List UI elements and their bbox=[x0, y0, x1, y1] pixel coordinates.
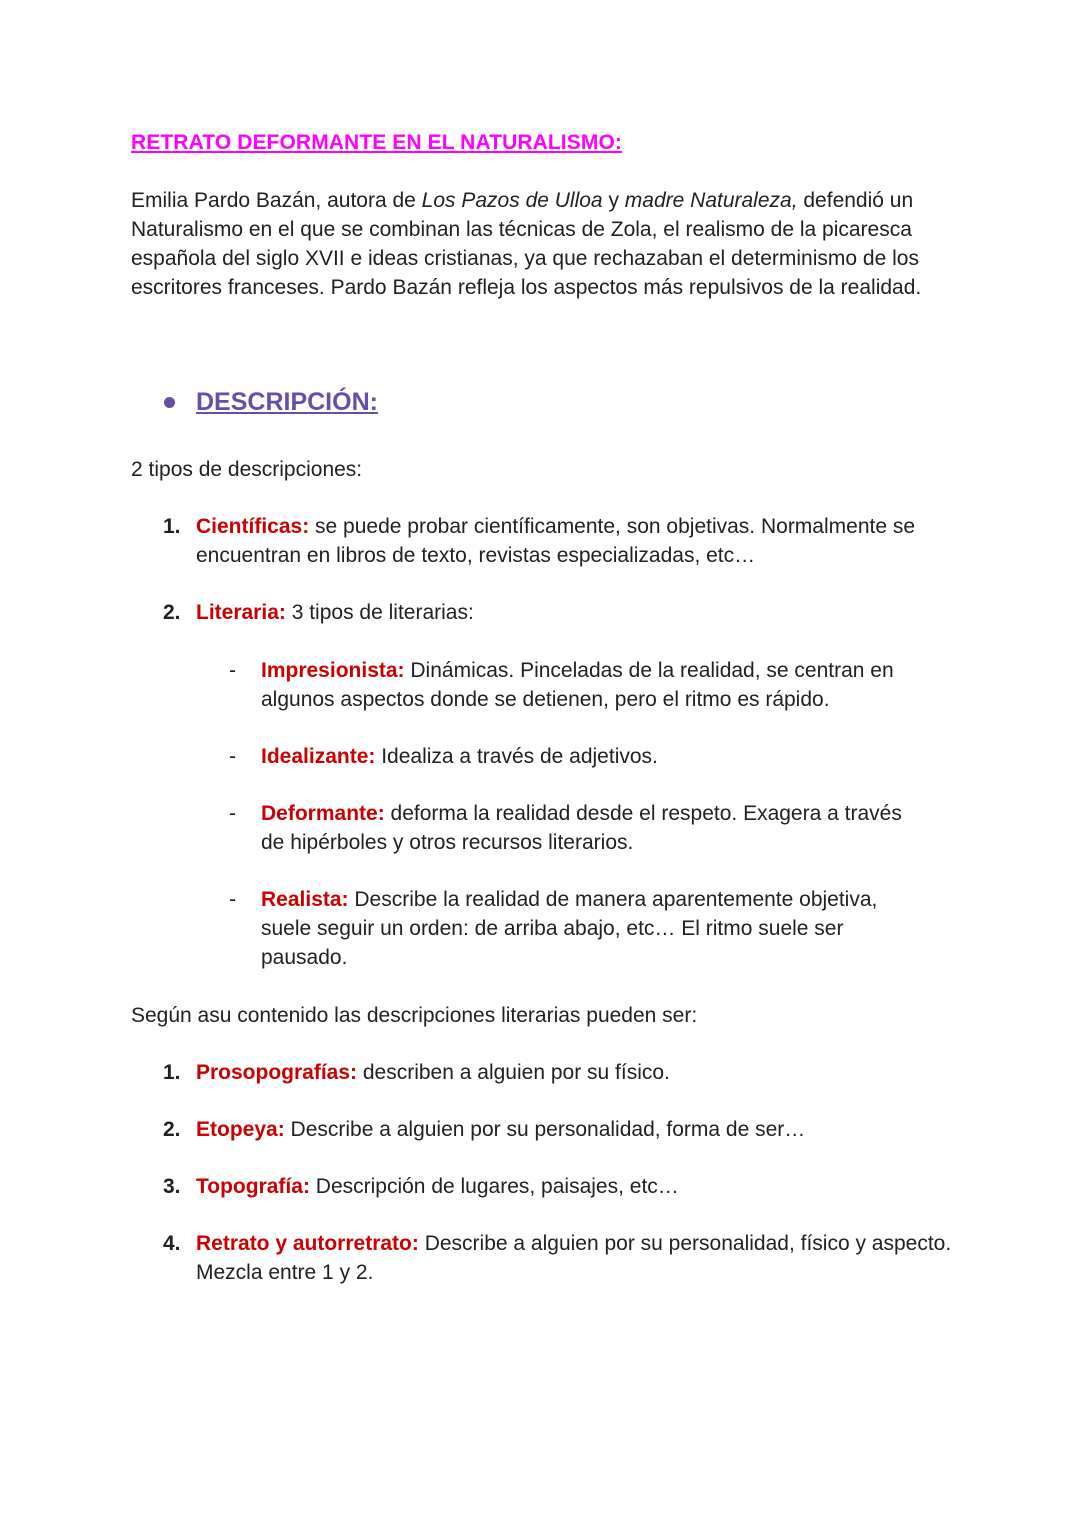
definition: 3 tipos de literarias: bbox=[285, 601, 474, 624]
sub-item-text bbox=[261, 799, 929, 857]
term: Literaria: bbox=[196, 601, 286, 624]
definition: Describe la realidad de manera aparentemente objetiva, suele seguir un orden: de arriba abajo, etc… El ritmo suele ser pausado. bbox=[261, 888, 878, 969]
intro-paragraph bbox=[131, 186, 961, 302]
description-types-list bbox=[163, 512, 963, 655]
term: Impresionista: bbox=[261, 659, 405, 682]
definition: Idealiza a través de adjetivos. bbox=[375, 745, 658, 768]
list-item bbox=[163, 1229, 963, 1287]
literary-types-list bbox=[229, 656, 929, 1000]
list-item-text bbox=[196, 598, 963, 627]
definition: Descripción de lugares, paisajes, etc… bbox=[309, 1175, 679, 1198]
list-number: 3. bbox=[163, 1175, 181, 1198]
content-intro: Según asu contenido las descripciones literarias pueden ser: bbox=[131, 1004, 698, 1027]
sub-item-text bbox=[261, 742, 929, 771]
definition: Describe a alguien por su personalidad, forma de ser… bbox=[284, 1118, 806, 1141]
definition: Dinámicas. Pinceladas de la realidad, se centran en algunos aspectos donde se detienen, pero el ritmo es rápido. bbox=[261, 659, 894, 711]
list-item-text bbox=[196, 1229, 963, 1287]
work-title: Los Pazos de Ulloa bbox=[421, 189, 603, 212]
term: Idealizante: bbox=[261, 745, 376, 768]
list-number: 4. bbox=[163, 1232, 181, 1255]
term: Realista: bbox=[261, 888, 349, 911]
bullet-dot-icon bbox=[164, 397, 175, 408]
list-number: 2. bbox=[163, 601, 181, 624]
term: Etopeya: bbox=[196, 1118, 285, 1141]
sub-list-item bbox=[229, 742, 929, 771]
list-item bbox=[163, 1172, 963, 1201]
list-number: 2. bbox=[163, 1118, 181, 1141]
document-title: RETRATO DEFORMANTE EN EL NATURALISMO: bbox=[131, 131, 622, 154]
section-heading-label: DESCRIPCIÓN: bbox=[196, 388, 378, 416]
list-item bbox=[163, 1058, 963, 1087]
list-number: 1. bbox=[163, 1061, 181, 1084]
definition: describen a alguien por su físico. bbox=[357, 1061, 670, 1084]
definition: Describe a alguien por su personalidad, físico y aspecto. Mezcla entre 1 y 2. bbox=[196, 1232, 952, 1284]
definition: deforma la realidad desde el respeto. Exagera a través de hipérboles y otros recursos literarios. bbox=[261, 802, 902, 854]
term: Retrato y autorretrato: bbox=[196, 1232, 419, 1255]
term: Científicas: bbox=[196, 515, 310, 538]
list-item-text bbox=[196, 512, 963, 570]
sub-list-item bbox=[229, 799, 929, 857]
list-item-text bbox=[196, 1172, 963, 1201]
dash-marker: - bbox=[229, 888, 236, 911]
term: Deformante: bbox=[261, 802, 385, 825]
list-item bbox=[163, 512, 963, 570]
list-number: 1. bbox=[163, 515, 181, 538]
content-types-list bbox=[163, 1058, 963, 1315]
types-intro: 2 tipos de descripciones: bbox=[131, 458, 363, 481]
dash-marker: - bbox=[229, 659, 236, 682]
list-item bbox=[163, 598, 963, 627]
section-heading bbox=[164, 388, 378, 417]
dash-marker: - bbox=[229, 745, 236, 768]
intro-text: Emilia Pardo Bazán, autora de bbox=[131, 189, 422, 212]
sub-item-text bbox=[261, 656, 929, 714]
intro-text: y bbox=[602, 189, 625, 212]
list-item bbox=[163, 1115, 963, 1144]
intro-text: defendió un Naturalismo en el que se combinan las técnicas de Zola, el realismo de la picaresca española del siglo XVII e ideas cristianas, ya que rechazaban el determinismo de los escritores franceses. Pardo Bazán refleja los aspectos más repulsivos de la realidad. bbox=[131, 189, 922, 299]
sub-list-item bbox=[229, 656, 929, 714]
term: Prosopografías: bbox=[196, 1061, 358, 1084]
sub-list-item bbox=[229, 885, 929, 972]
list-item-text bbox=[196, 1058, 963, 1087]
definition: se puede probar científicamente, son objetivas. Normalmente se encuentran en libros de texto, revistas especializadas, etc… bbox=[196, 515, 916, 567]
term: Topografía: bbox=[196, 1175, 310, 1198]
dash-marker: - bbox=[229, 802, 236, 825]
sub-item-text bbox=[261, 885, 929, 972]
list-item-text bbox=[196, 1115, 963, 1144]
work-title: madre Naturaleza, bbox=[624, 189, 798, 212]
